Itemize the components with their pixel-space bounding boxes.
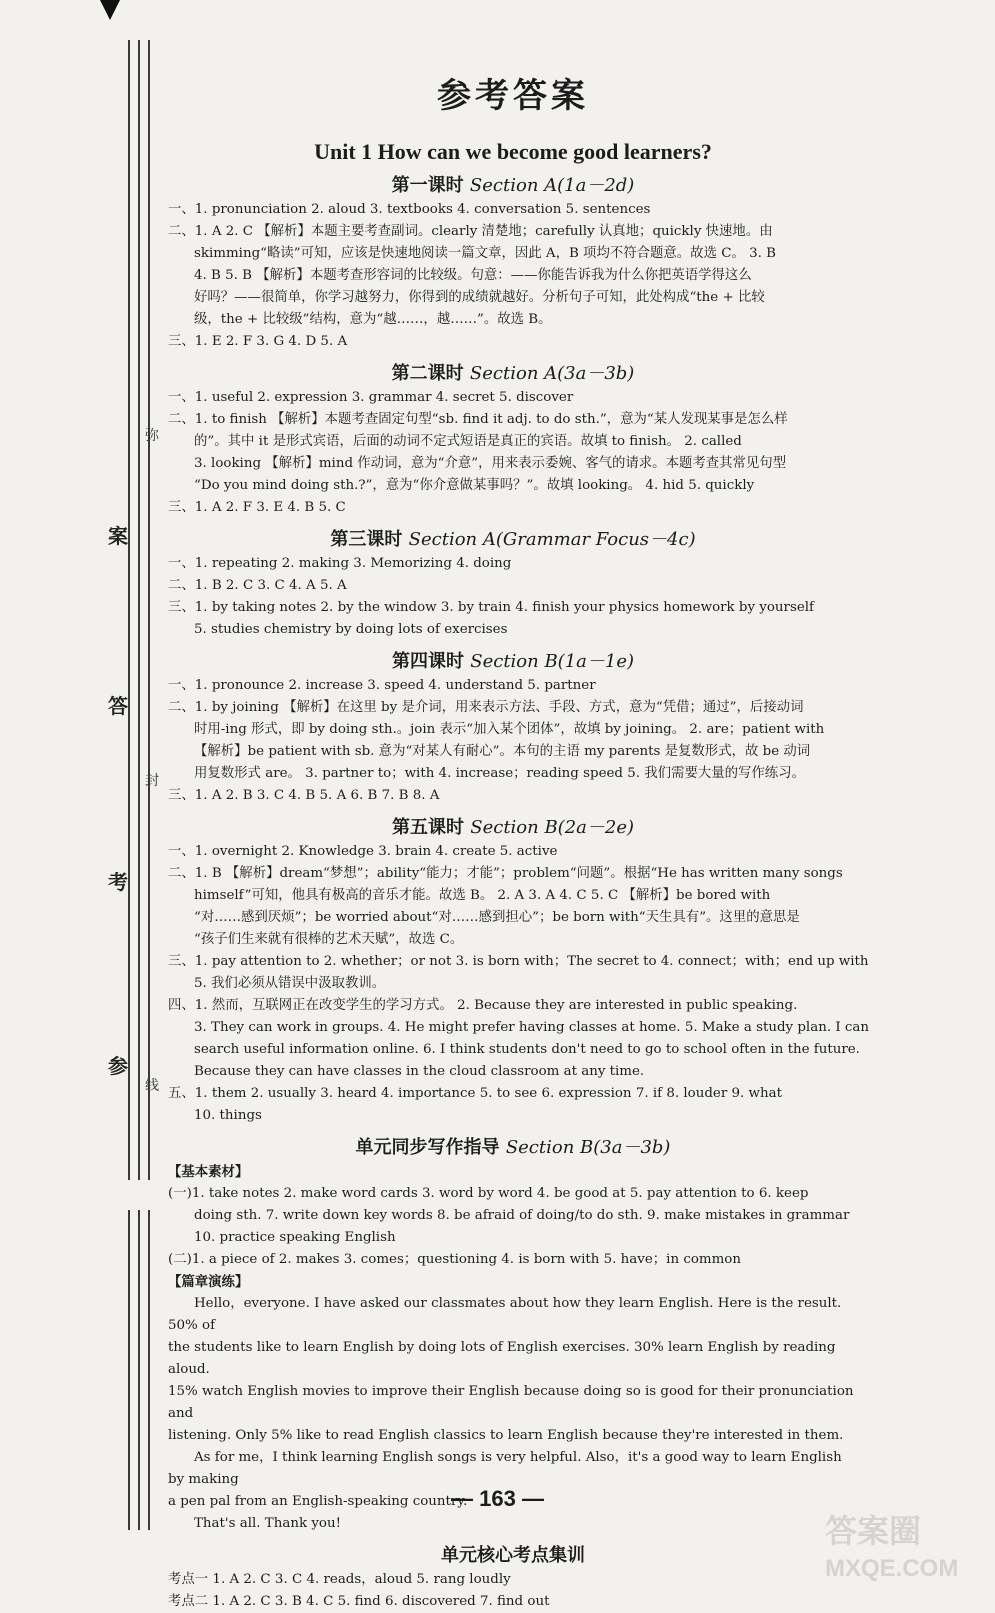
page-number: — 163 — (451, 1486, 544, 1511)
answer-line: 一、1. overnight 2. Knowledge 3. brain 4. create 5. active (168, 844, 558, 859)
section-title-sub: Section B(2a－2e) (470, 817, 635, 838)
answer-line: search useful information online. 6. I think students don't need to go to school often in the future. (194, 1042, 860, 1057)
essay-line: 15% watch English movies to improve their English because doing so is good for their pronunciation and (168, 1384, 854, 1421)
writing-title-text: 单元同步写作指导 (355, 1137, 500, 1158)
essay-line: That's all. Thank you! (194, 1516, 341, 1531)
answer-line: 二、1. B 【解析】dream“梦想”；ability“能力；才能”；problem“问题”。根据“He has written many songs (168, 866, 843, 881)
margin-char-3: 答 (108, 694, 128, 718)
corner-mark (100, 0, 120, 20)
answer-line: 3. They can work in groups. 4. He might prefer having classes at home. 5. Make a study plan. I can (194, 1020, 869, 1035)
material-line: (一)1. take notes 2. make word cards 3. word by word 4. be good at 5. pay attention to 6. keep (168, 1186, 809, 1201)
section-title-text: 第一课时 (391, 175, 464, 196)
section-title (168, 647, 858, 673)
essay-line: the students like to learn English by doing lots of English exercises. 30% learn English by reading aloud. (168, 1340, 836, 1377)
answer-line: Because they can have classes in the cloud classroom at any time. (194, 1064, 645, 1079)
material-line: doing sth. 7. write down key words 8. be afraid of doing/to do sth. 9. make mistakes in grammar (194, 1208, 850, 1223)
answer-line: 4. B 5. B 【解析】本题考查形容词的比较级。句意：——你能告诉我为什么你把英语学得这么 (194, 268, 752, 283)
answer-line: 三、1. A 2. B 3. C 4. B 5. A 6. B 7. B 8. A (168, 788, 440, 803)
writing-title-sub: Section B(3a－3b) (505, 1137, 671, 1158)
watermark-line1: 答案圈 (825, 1513, 922, 1549)
answer-line: “对……感到厌烦”；be worried about“对……感到担心”；be born with“天生具有”。这里的意思是 (194, 910, 800, 925)
essay-line: Hello，everyone. I have asked our classmates about how they learn English. Here is the result. 50% of (168, 1296, 842, 1333)
margin-char-5: 考 (108, 870, 128, 894)
watermark-line2: MXQE.COM (825, 1555, 959, 1582)
answer-line: 一、1. pronounce 2. increase 3. speed 4. understand 5. partner (168, 678, 596, 693)
essay-tag: 【篇章演练】 (168, 1274, 249, 1290)
section-title-sub: Section B(1a－1e) (470, 651, 635, 672)
writing-title (168, 1133, 858, 1159)
answer-line: skimming“略读”可知，应该是快速地阅读一篇文章，因此 A，B 项均不符合题意。故选 C。 3. B (194, 246, 776, 261)
answer-line: 级，the + 比较级”结构，意为“越……，越……”。故选 B。 (194, 312, 552, 327)
answer-line: “Do you mind doing sth.?”，意为“你介意做某事吗？”。故填 looking。 4. hid 5. quickly (194, 478, 755, 493)
essay-line: a pen pal from an English-speaking country. (168, 1494, 468, 1509)
answer-line: 5. 我们必须从错误中汲取教训。 (194, 976, 386, 991)
section-title-sub: Section A(3a－3b) (469, 363, 635, 384)
margin-char-2: 案 (108, 524, 128, 548)
margin-char-6: 参 (108, 1054, 128, 1078)
material-line: 10. practice speaking English (194, 1230, 396, 1245)
core-title: 单元核心考点集训 (441, 1545, 585, 1566)
unit-title: Unit 1 How can we become good learners? (314, 139, 712, 164)
answer-line: 用复数形式 are。 3. partner to；with 4. increase；reading speed 5. 我们需要大量的写作练习。 (194, 766, 805, 781)
core-lines (168, 1569, 858, 1613)
answer-line: 三、1. A 2. F 3. E 4. B 5. C (168, 500, 346, 515)
writing-lines (168, 1183, 858, 1271)
watermark-logo (815, 1500, 965, 1590)
binding-lines (128, 40, 158, 1180)
core-line: 考点二 1. A 2. C 3. B 4. C 5. find 6. discovered 7. find out (168, 1594, 550, 1609)
answer-line: “孩子们生来就有很棒的艺术天赋”，故选 C。 (194, 932, 464, 947)
answer-line: 10. things (194, 1108, 262, 1123)
answer-line: 二、1. B 2. C 3. C 4. A 5. A (168, 578, 347, 593)
basic-material-tag: 【基本素材】 (168, 1164, 249, 1180)
answer-line: himself”可知，他具有极高的音乐才能。故选 B。 2. A 3. A 4. C 5. C 【解析】be bored with (194, 888, 771, 903)
answer-line: 5. studies chemistry by doing lots of exercises (194, 622, 508, 637)
page-title: 参考答案 (437, 76, 589, 116)
answer-line: 一、1. pronunciation 2. aloud 3. textbooks 4. conversation 5. sentences (168, 202, 651, 217)
answer-line: 二、1. by joining 【解析】在这里 by 是介词，用来表示方法、手段、方式，意为“凭借；通过”，后接动词 (168, 700, 804, 715)
section-title-text: 第二课时 (391, 363, 464, 384)
answer-line: 四、1. 然而，互联网正在改变学生的学习方式。 2. Because they are interested in public speaking. (168, 998, 798, 1013)
essay-line: listening. Only 5% like to read English classics to learn English because they're interested in them. (168, 1428, 844, 1443)
material-line: (二)1. a piece of 2. makes 3. comes；questioning 4. is born with 5. have；in common (168, 1252, 741, 1267)
margin-char-1: 弥 (145, 428, 159, 444)
section-title-text: 第三课时 (330, 529, 403, 550)
answer-line: 【解析】be patient with sb. 意为“对某人有耐心”。本句的主语 my parents 是复数形式，故 be 动词 (194, 744, 811, 759)
section-title (168, 525, 858, 551)
answer-line: 五、1. them 2. usually 3. heard 4. importance 5. to see 6. expression 7. if 8. louder 9. what (168, 1086, 782, 1101)
answer-line: 三、1. pay attention to 2. whether；or not 3. is born with；The secret to 4. connect；with；end up with (168, 954, 869, 969)
section-title-sub: Section A(1a－2d) (469, 175, 635, 196)
answer-line: 二、1. A 2. C 【解析】本题主要考查副词。clearly 清楚地；carefully 认真地；quickly 快速地。由 (168, 224, 773, 239)
section-title-text: 第四课时 (391, 651, 464, 672)
margin-char-7: 线 (145, 1078, 159, 1094)
essay-line: As for me，I think learning English songs is very helpful. Also，it's a good way to learn English by making (168, 1450, 842, 1487)
section-title (168, 359, 858, 385)
lesson-sections (168, 171, 869, 1127)
margin-char-4: 封 (145, 773, 159, 789)
section-title (168, 171, 858, 197)
answer-line: 一、1. repeating 2. making 3. Memorizing 4. doing (168, 556, 512, 571)
binding-lines-lower (128, 1210, 158, 1530)
answer-line: 三、1. E 2. F 3. G 4. D 5. A (168, 334, 348, 349)
answer-line: 时用-ing 形式，即 by doing sth.。join 表示“加入某个团体”，故填 by joining。 2. are；patient with (194, 722, 825, 737)
answer-content (168, 68, 869, 1613)
answer-line: 3. looking 【解析】mind 作动词，意为“介意”，用来表示委婉、客气的请求。本题考查其常见句型 (194, 456, 787, 471)
section-title-text: 第五课时 (391, 817, 464, 838)
core-line: 考点一 1. A 2. C 3. C 4. reads，aloud 5. rang loudly (168, 1572, 511, 1587)
section-title-sub: Section A(Grammar Focus－4c) (408, 529, 696, 550)
section-title (168, 813, 858, 839)
answer-line: 一、1. useful 2. expression 3. grammar 4. secret 5. discover (168, 390, 574, 405)
answer-line: 的”。其中 it 是形式宾语，后面的动词不定式短语是真正的宾语。故填 to finish。 2. called (194, 434, 742, 449)
answer-line: 好吗？——很简单，你学习越努力，你得到的成绩就越好。分析句子可知，此处构成“the + 比较 (194, 290, 765, 305)
answer-line: 三、1. by taking notes 2. by the window 3. by train 4. finish your physics homework by yourself (168, 600, 814, 615)
answer-line: 二、1. to finish 【解析】本题考查固定句型“sb. find it adj. to do sth.”，意为“某人发现某事是怎么样 (168, 412, 788, 427)
